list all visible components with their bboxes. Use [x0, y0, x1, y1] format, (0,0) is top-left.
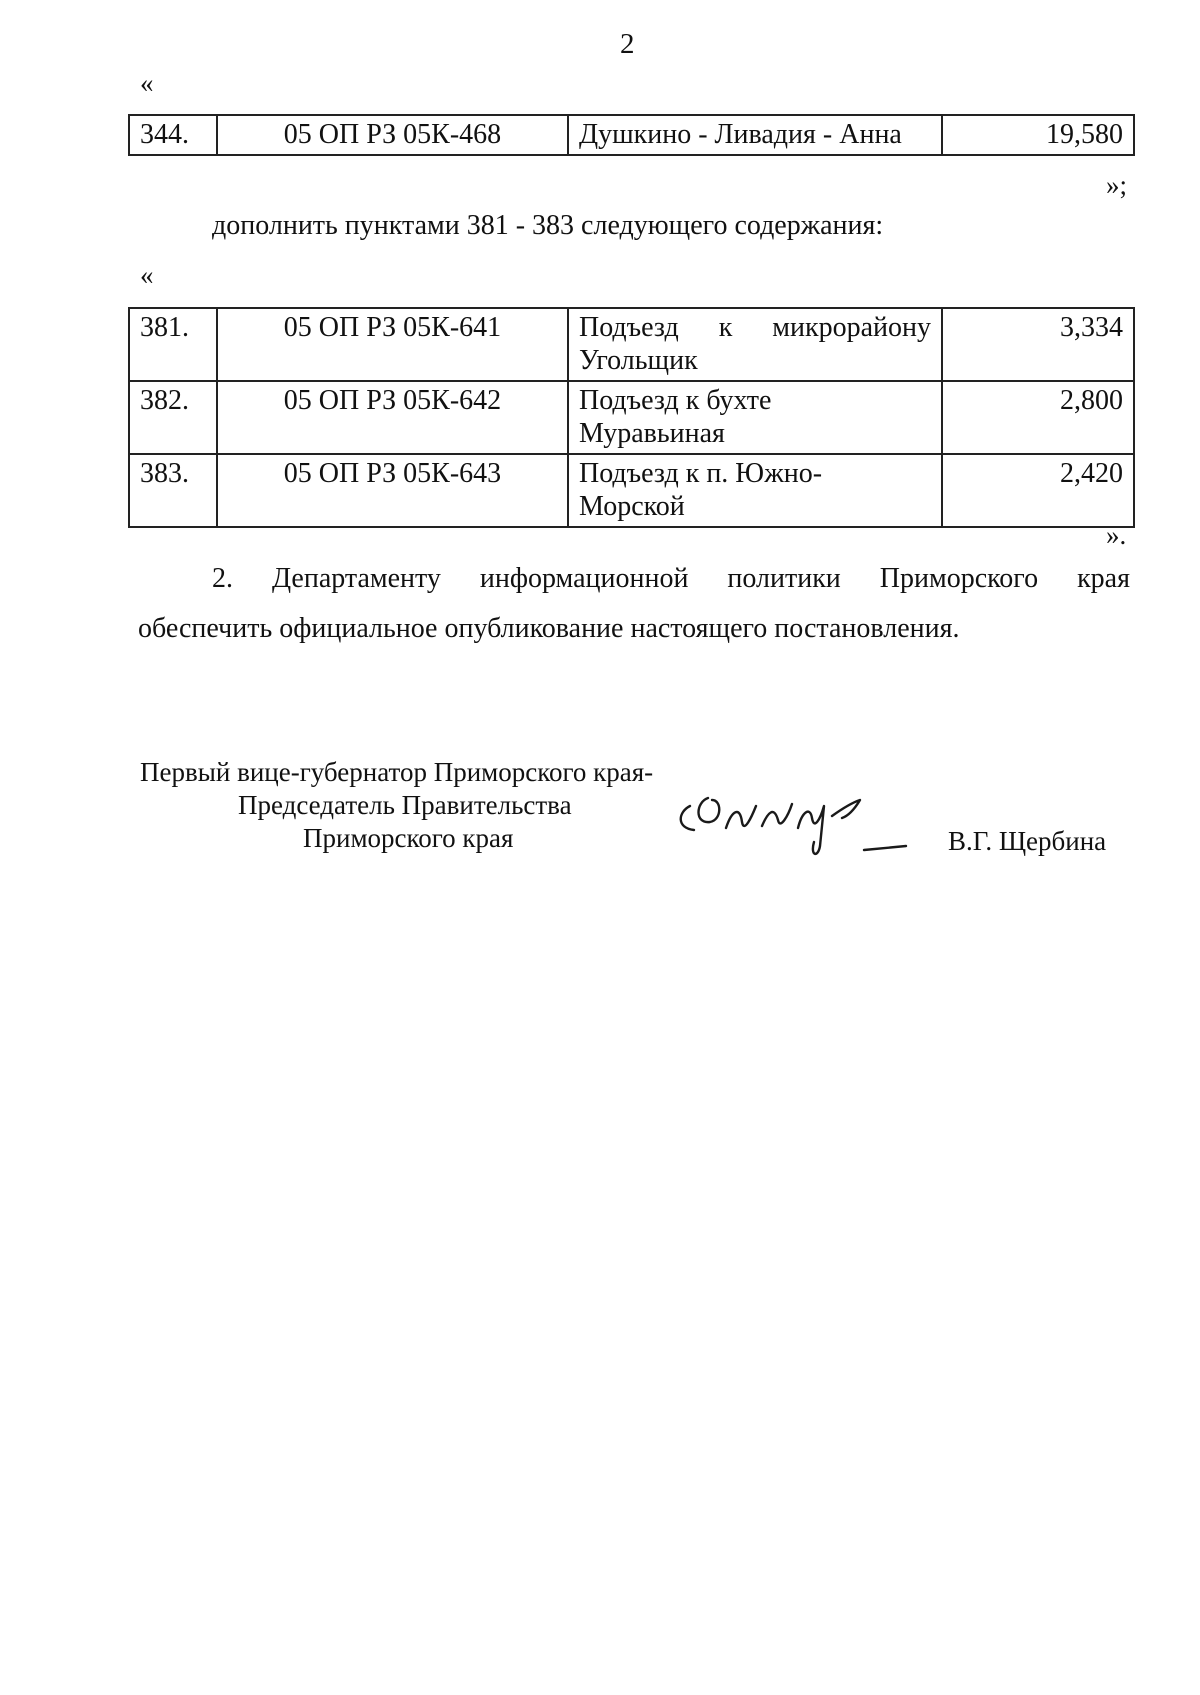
paragraph-2-line2: обеспечить официальное опубликование настоящего постановления.	[138, 613, 960, 644]
road-length: 19,580	[942, 115, 1134, 155]
table-row	[129, 381, 1134, 454]
row-number: 382.	[129, 381, 217, 454]
paragraph-2-line1: 2. Департаменту информационной политики Приморского края	[212, 563, 1130, 594]
road-code: 05 ОП РЗ 05К-641	[217, 308, 568, 381]
road-name-line1: Подъезд к п. Южно-	[579, 458, 823, 489]
signatory-name: В.Г. Щербина	[948, 826, 1107, 856]
road-name: Душкино - Ливадия - Анна	[568, 115, 942, 155]
table-row	[129, 454, 1134, 527]
row-number: 381.	[129, 308, 217, 381]
page-number: 2	[620, 28, 635, 60]
road-table-second	[128, 307, 1135, 528]
signatory-title-line1: Первый вице-губернатор Приморского края-	[140, 757, 654, 787]
road-name-line2: Угольщик	[579, 345, 698, 376]
road-code: 05 ОП РЗ 05К-468	[217, 115, 568, 155]
row-number: 344.	[129, 115, 217, 155]
signatory-title-line3: Приморского края	[303, 823, 514, 853]
road-name-line1: Подъезд к бухте	[579, 385, 772, 416]
closing-quote: ».	[1106, 520, 1127, 550]
addition-text: дополнить пунктами 381 - 383 следующего содержания:	[212, 210, 884, 241]
road-name	[568, 381, 942, 454]
road-name-line2: Морской	[579, 491, 685, 522]
handwritten-signature	[670, 776, 930, 866]
road-table-first	[128, 114, 1135, 156]
road-name-line1: Подъезд к микрорайону	[579, 312, 931, 343]
table-row	[129, 308, 1134, 381]
signatory-title-line2: Председатель Правительства	[238, 790, 572, 820]
table-row	[129, 115, 1134, 155]
closing-quote: »;	[1106, 170, 1128, 200]
road-length: 2,800	[942, 381, 1134, 454]
road-name	[568, 308, 942, 381]
road-length: 3,334	[942, 308, 1134, 381]
road-code: 05 ОП РЗ 05К-642	[217, 381, 568, 454]
road-code: 05 ОП РЗ 05К-643	[217, 454, 568, 527]
opening-quote: «	[140, 68, 154, 98]
road-length: 2,420	[942, 454, 1134, 527]
road-name	[568, 454, 942, 527]
row-number: 383.	[129, 454, 217, 527]
opening-quote: «	[140, 260, 154, 290]
road-name-line2: Муравьиная	[579, 418, 725, 449]
